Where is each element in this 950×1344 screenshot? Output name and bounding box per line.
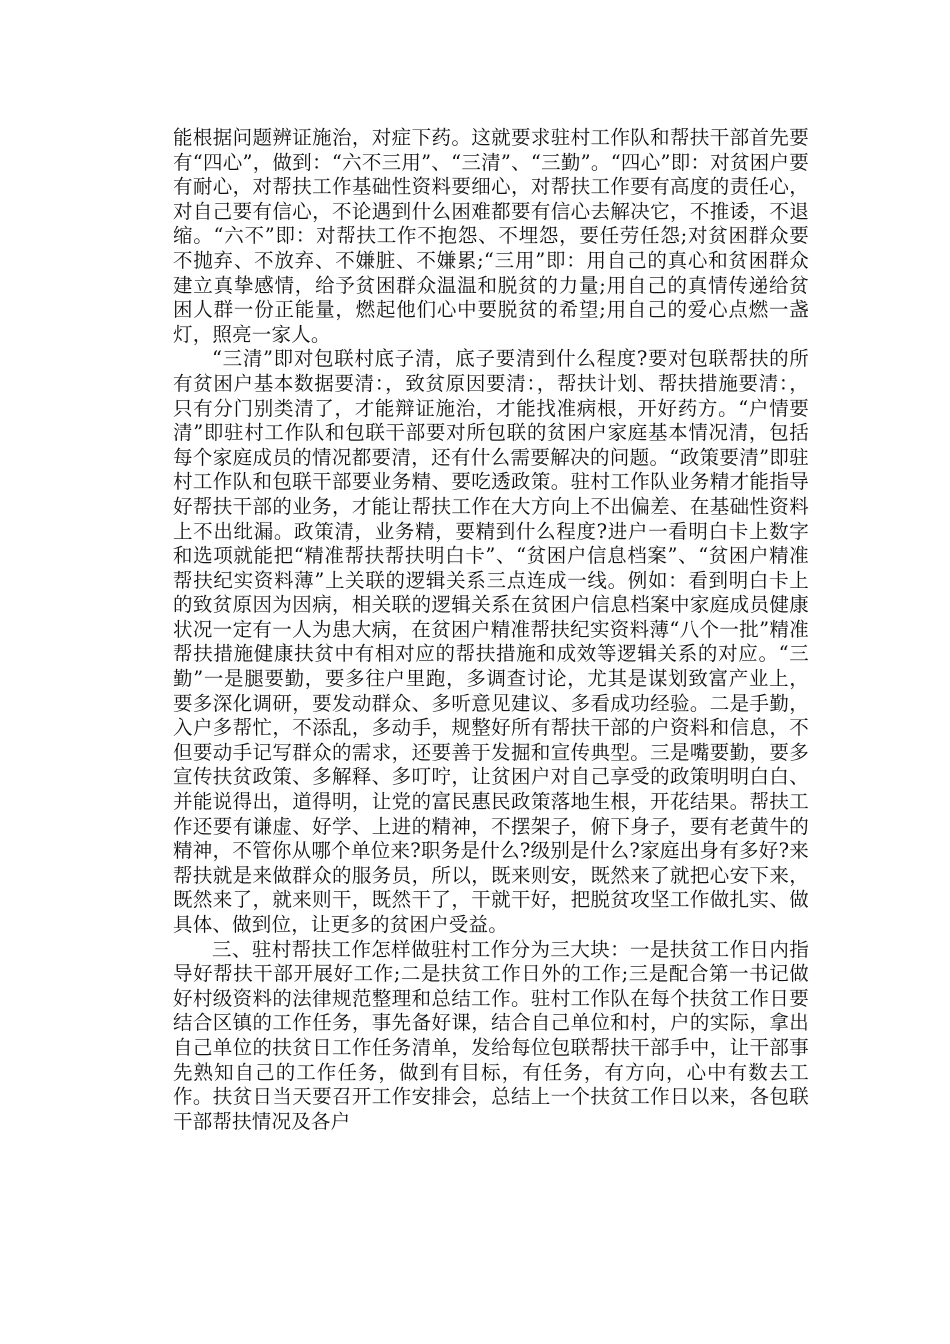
paragraph-3: 三、驻村帮扶工作怎样做驻村工作分为三大块：一是扶贫工作日内指导好帮扶干部开展好工作;二是扶贫工作日外的工作;三是配合第一书记做好村级资料的法律规范整理和总结工作。驻村工作队在每个扶贫工作日要结合区镇的工作任务，事先备好课，结合自己单位和村，户的实际，拿出自己单位的扶贫日工作任务清单，发给每位包联帮扶干部手中，让干部事先熟知自己的工作任务，做到有目标，有任务，有方向，心中有数去工作。扶贫日当天要召开工作安排会，总结上一个扶贫工作日以来，各包联干部帮扶情况及各户 <box>173 937 809 1133</box>
paragraph-1: 能根据问题辨证施治，对症下药。这就要求驻村工作队和帮扶干部首先要有“四心”，做到：“六不三用”、“三清”、“三勤”。“四心”即：对贫困户要有耐心，对帮扶工作基础性资料要细心，对帮扶工作要有高度的责任心，对自己要有信心，不论遇到什么困难都要有信心去解决它，不推诿，不退缩。“六不”即：对帮扶工作不抱怨、不埋怨，要任劳任怨;对贫困群众要不抛弃、不放弃、不嫌脏、不嫌累;“三用”即：用自己的真心和贫困群众建立真挚感情，给予贫困群众温温和脱贫的力量;用自己的真情传递给贫困人群一份正能量，燃起他们心中要脱贫的希望;用自己的爱心点燃一盏灯，照亮一家人。 <box>173 126 809 346</box>
document-body <box>173 126 809 1134</box>
paragraph-2: “三清”即对包联村底子清，底子要清到什么程度?要对包联帮扶的所有贫困户基本数据要清：，致贫原因要清：，帮扶计划、帮扶措施要清：，只有分门别类清了，才能辩证施治，才能找准病根，开好药方。“户情要清”即驻村工作队和包联干部要对所包联的贫困户家庭基本情况清，包括每个家庭成员的情况都要清，还有什么需要解决的问题。“政策要清”即驻村工作队和包联干部要业务精、要吃透政策。驻村工作队业务精才能指导好帮扶干部的业务，才能让帮扶工作在大方向上不出偏差、在基础性资料上不出纰漏。政策清，业务精，要精到什么程度?进户一看明白卡上数字和选项就能把“精准帮扶帮扶明白卡”、“贫困户信息档案”、“贫困户精准帮扶纪实资料薄”上关联的逻辑关系三点连成一线。例如：看到明白卡上的致贫原因为因病，相关联的逻辑关系在贫困户信息档案中家庭成员健康状况一定有一人为患大病，在贫困户精准帮扶纪实资料薄“八个一批”精准帮扶措施健康扶贫中有相对应的帮扶措施和成效等逻辑关系的对应。“三勤”一是腿要勤，要多往户里跑，多调查讨论，尤其是谋划致富产业上，要多深化调研，要发动群众、多听意见建议、多看成功经验。二是手勤，入户多帮忙，不添乱，多动手，规整好所有帮扶干部的户资料和信息，不但要动手记写群众的需求，还要善于发掘和宣传典型。三是嘴要勤，要多宣传扶贫政策、多解释、多叮咛，让贫困户对自己享受的政策明明白白、并能说得出，道得明，让党的富民惠民政策落地生根，开花结果。帮扶工作还要有谦虚、好学、上进的精神，不摆架子，俯下身子，要有老黄牛的精神，不管你从哪个单位来?职务是什么?级别是什么?家庭出身有多好?来帮扶就是来做群众的服务员，所以，既来则安，既然来了就把心安下来，既然来了，就来则干，既然干了，干就干好，把脱贫攻坚工作做扎实、做具体、做到位，让更多的贫困户受益。 <box>173 347 809 936</box>
